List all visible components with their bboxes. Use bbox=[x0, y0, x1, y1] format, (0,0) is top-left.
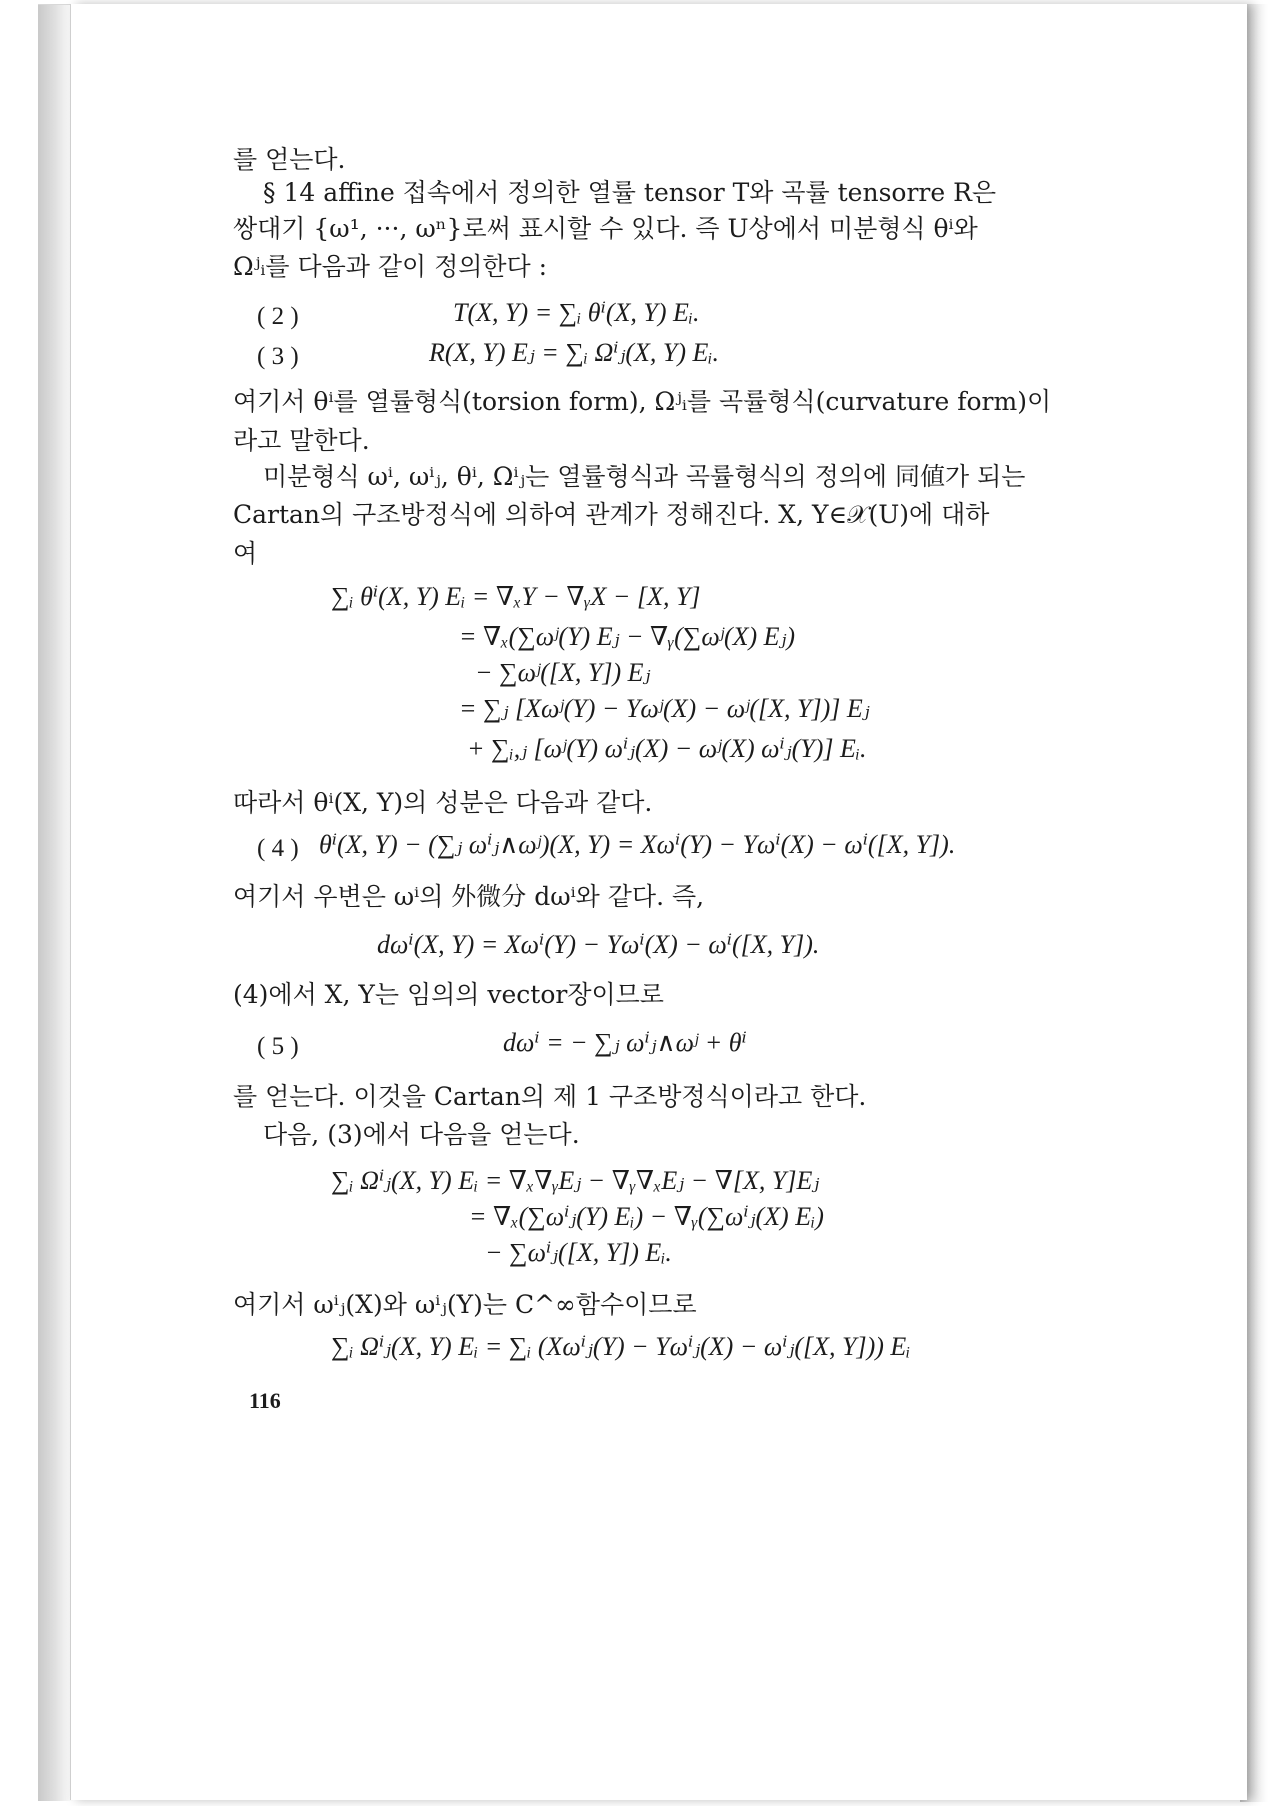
text-line-3: 쌍대기 {ω¹, ···, ωⁿ}로써 표시할 수 있다. 즉 U상에서 미분형식 θⁱ와 bbox=[233, 214, 978, 243]
text-line-9: 여 bbox=[233, 539, 258, 568]
text-line-11: 여기서 우변은 ωⁱ의 外微分 dωⁱ와 같다. 즉, bbox=[233, 882, 705, 911]
eq4-label: ( 4 ) bbox=[257, 835, 299, 862]
derivation-line-3: − ∑ωʲ([X, Y]) Eⱼ bbox=[475, 658, 651, 687]
equation-3: R(X, Y) Eⱼ = ∑ᵢ Ωⁱⱼ(X, Y) Eᵢ. bbox=[429, 338, 720, 367]
curvature-line-1: ∑ᵢ Ωⁱⱼ(X, Y) Eᵢ = ∇ₓ∇ᵧEⱼ − ∇ᵧ∇ₓEⱼ − ∇[X, Y]Eⱼ bbox=[331, 1166, 820, 1195]
text-line-7: 미분형식 ωⁱ, ωⁱⱼ, θⁱ, Ωⁱⱼ는 열률형식과 곡률형식의 정의에 同値가 되는 bbox=[263, 462, 1026, 491]
text-line-2: § 14 affine 접속에서 정의한 열률 tensor T와 곡률 tensorre R은 bbox=[263, 178, 997, 207]
page-number: 116 bbox=[249, 1388, 281, 1413]
derivation-line-5: + ∑ᵢ,ⱼ [ωʲ(Y) ωⁱⱼ(X) − ωʲ(X) ωⁱⱼ(Y)] Eᵢ. bbox=[467, 734, 867, 763]
eq5-label: ( 5 ) bbox=[257, 1033, 299, 1060]
text-line-10: 따라서 θⁱ(X, Y)의 성분은 다음과 같다. bbox=[233, 788, 653, 817]
derivation-line-4: = ∑ⱼ [Xωʲ(Y) − Yωʲ(X) − ωʲ([X, Y])] Eⱼ bbox=[459, 694, 870, 723]
derivation-line-1: ∑ᵢ θⁱ(X, Y) Eᵢ = ∇ₓY − ∇ᵧX − [X, Y] bbox=[331, 582, 701, 611]
text-line-15: 여기서 ωⁱⱼ(X)와 ωⁱⱼ(Y)는 C^∞함수이므로 bbox=[233, 1290, 697, 1319]
text-line-8: Cartan의 구조방정식에 의하여 관계가 정해진다. X, Y∈𝒳(U)에 대하 bbox=[233, 500, 990, 529]
curvature-line-3: − ∑ωⁱⱼ([X, Y]) Eᵢ. bbox=[485, 1238, 672, 1267]
equation-4: θⁱ(X, Y) − (∑ⱼ ωⁱⱼ∧ωʲ)(X, Y) = Xωⁱ(Y) − Yωⁱ(X) − ωⁱ([X, Y]). bbox=[319, 830, 956, 859]
book-page bbox=[70, 4, 1247, 1800]
text-line-13: 를 얻는다. 이것을 Cartan의 제 1 구조방정식이라고 한다. bbox=[233, 1082, 867, 1111]
equation-5: dωⁱ = − ∑ⱼ ωⁱⱼ∧ωʲ + θⁱ bbox=[503, 1028, 747, 1057]
eq2-label: ( 2 ) bbox=[257, 303, 299, 330]
text-line-12: (4)에서 X, Y는 임의의 vector장이므로 bbox=[233, 980, 664, 1009]
text-line-14: 다음, (3)에서 다음을 얻는다. bbox=[263, 1120, 580, 1149]
eq3-label: ( 3 ) bbox=[257, 343, 299, 370]
curvature-line-2: = ∇ₓ(∑ωⁱⱼ(Y) Eᵢ) − ∇ᵧ(∑ωⁱⱼ(X) Eᵢ) bbox=[469, 1202, 824, 1231]
final-equation: ∑ᵢ Ωⁱⱼ(X, Y) Eᵢ = ∑ᵢ (Xωⁱⱼ(Y) − Yωⁱⱼ(X) − ωⁱⱼ([X, Y])) Eᵢ bbox=[331, 1332, 911, 1361]
text-line-6: 라고 말한다. bbox=[233, 426, 370, 455]
text-line-5: 여기서 θⁱ를 열률형식(torsion form), Ωʲᵢ를 곡률형식(curvature form)이 bbox=[233, 387, 1052, 416]
equation-2: T(X, Y) = ∑ᵢ θⁱ(X, Y) Eᵢ. bbox=[453, 298, 700, 327]
exterior-derivative-eq: dωⁱ(X, Y) = Xωⁱ(Y) − Yωⁱ(X) − ωⁱ([X, Y]). bbox=[377, 930, 820, 959]
text-line-1: 를 얻는다. bbox=[233, 145, 346, 174]
text-line-4: Ωʲᵢ를 다음과 같이 정의한다 : bbox=[233, 252, 548, 281]
derivation-line-2: = ∇ₓ(∑ωʲ(Y) Eⱼ − ∇ᵧ(∑ωʲ(X) Eⱼ) bbox=[459, 622, 796, 651]
